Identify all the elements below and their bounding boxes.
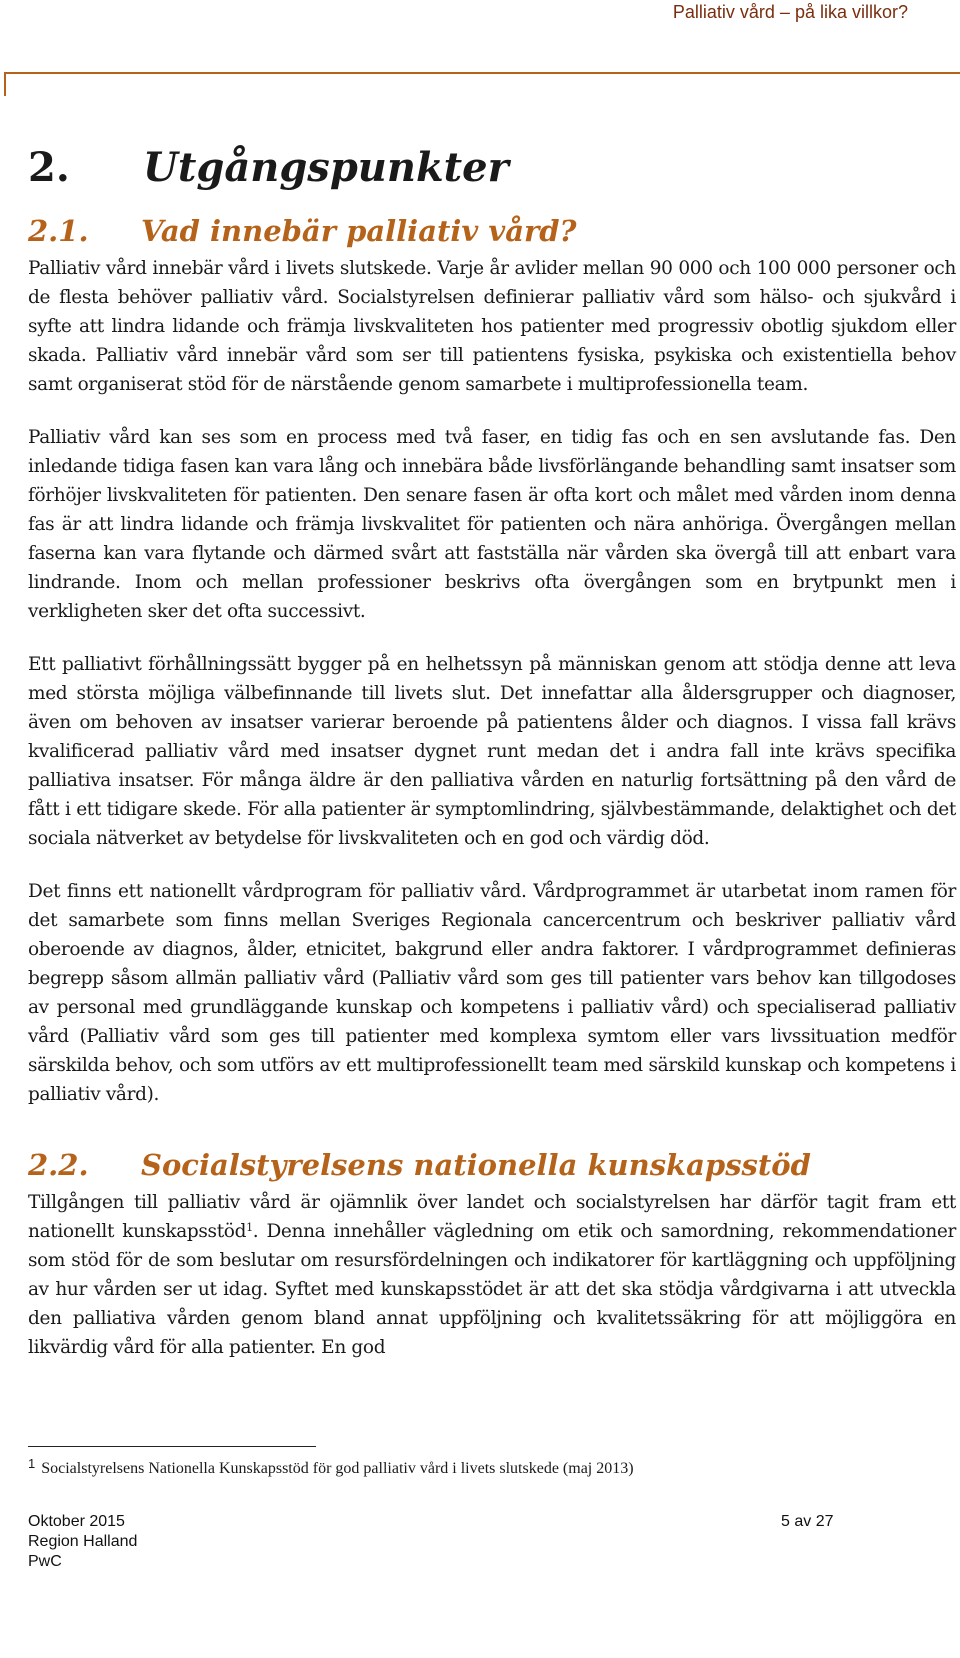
footer-organization: Region Halland <box>28 1533 138 1550</box>
section-title: Vad innebär palliativ vård? <box>141 214 577 248</box>
footnote <box>28 1456 928 1478</box>
page-content <box>28 140 956 1362</box>
footer-date: Oktober 2015 <box>28 1513 125 1530</box>
footnote-divider <box>28 1446 316 1447</box>
running-header-title: Palliativ vård – på lika villkor? <box>672 2 908 22</box>
header-rule-tick <box>4 72 6 96</box>
footnote-reference[interactable]: 1 <box>246 1221 253 1234</box>
footer-author: PwC <box>28 1553 62 1570</box>
chapter-title: Utgångspunkter <box>143 144 509 191</box>
paragraph-text: Tillgången till palliativ vård är ojämnlik över landet och socialstyrelsen har därför tagit fram ett nationellt kunskapsstöd <box>28 1192 956 1242</box>
paragraph-text: . Denna innehåller vägledning om etik och samordning, rekommendationer som stöd för de som beslutar om resursfördelningen och indikatorer för kartläggning och uppföljning av hur vården ser ut idag. Syftet med kunskapsstödet är att det ska stödja vårdgivarna i att utveckla den palliativa vården genom bland annat uppföljning och kvalitetssäkring för att möjliggöra en likvärdig vård för alla patienter. En god <box>28 1221 956 1358</box>
section-title: Socialstyrelsens nationella kunskapsstöd <box>141 1148 811 1182</box>
footnote-text: Socialstyrelsens Nationella Kunskapsstöd för god palliativ vård i livets slutskede (maj 2013) <box>41 1460 634 1477</box>
chapter-heading <box>28 140 956 196</box>
chapter-number: 2. <box>28 144 70 191</box>
page-footer-left <box>28 1512 137 1572</box>
body-paragraph: Palliativ vård innebär vård i livets slutskede. Varje år avlider mellan 90 000 och 100 000 personer och de flesta behöver palliativ vård. Socialstyrelsen definierar palliativ vård som hälso- och sjukvård i syfte att lindra lidande och främja livskvaliteten hos patienter med progressiv obotlig sjukdom eller skada. Palliativ vård innebär vård som ser till patientens fysiska, psykiska och existentiella behov samt organiserat stöd för de närstående genom samarbete i multiprofessionella team. <box>28 258 956 395</box>
body-paragraph: Det finns ett nationellt vårdprogram för palliativ vård. Vårdprogrammet är utarbetat inom ramen för det samarbete som finns mellan Sveriges Regionala cancercentrum och beskriver palliativ vård oberoende av diagnos, ålder, etnicitet, bakgrund eller andra faktorer. I vårdprogrammet definieras begrepp såsom allmän palliativ vård (Palliativ vård som ges till patienter vars behov kan tillgodoses av personal med grundläggande kunskap och kompetens i palliativ vård) och specialiserad palliativ vård (Palliativ vård som ges till patienter med komplexa symtom eller vars livssituation medför särskilda behov, och som utförs av ett multiprofessionellt team med särskild kunskap och kompetens i palliativ vård). <box>28 881 956 1105</box>
section-number: 2.1. <box>28 214 89 248</box>
section-number: 2.2. <box>28 1148 89 1182</box>
section-heading-2-1 <box>28 208 956 254</box>
footnote-number: 1 <box>28 1456 36 1471</box>
header-rule <box>4 72 960 74</box>
section-heading-2-2 <box>28 1142 956 1188</box>
body-paragraph <box>28 1188 956 1362</box>
page-number: 5 av 27 <box>781 1513 834 1530</box>
body-paragraph: Palliativ vård kan ses som en process med två faser, en tidig fas och en sen avslutande fas. Den inledande tidiga fasen kan vara lång och innebära både livsförlängande behandling samt insatser som förhöjer livskvaliteten för patienten. Den senare fasen är ofta kort och målet med vården inom denna fas är att lindra lidande och främja livskvalitet för patienten och nära anhöriga. Övergången mellan faserna kan vara flytande och därmed svårt att fastställa när vården ska övergå till att enbart vara lindrande. Inom och mellan professioner beskrivs ofta övergången som en brytpunkt men i verkligheten sker det ofta successivt. <box>28 427 956 622</box>
body-paragraph: Ett palliativt förhållningssätt bygger på en helhetssyn på människan genom att stödja denne att leva med största möjliga välbefinnande till livets slut. Det innefattar alla åldersgrupper och diagnoser, även om behoven av insatser varierar beroende på patientens ålder och diagnos. I vissa fall krävs kvalificerad palliativ vård med insatser dygnet runt medan det i andra fall inte krävs specifika palliativa insatser. För många äldre är den palliativa vården en naturlig fortsättning på den vård de fått i ett tidigare skede. För alla patienter är symptomlindring, självbestämmande, delaktighet och det sociala nätverket av betydelse för livskvaliteten och en god och värdig död. <box>28 654 956 849</box>
